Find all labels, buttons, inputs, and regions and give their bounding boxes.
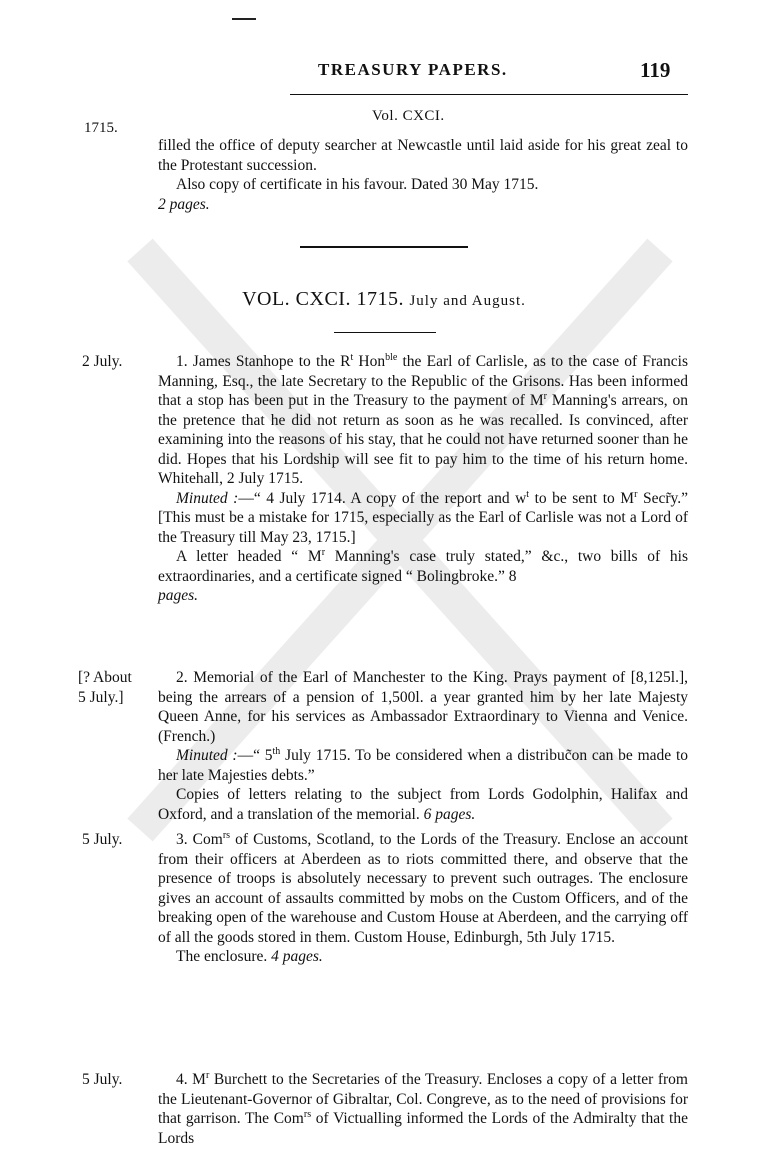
extra-paragraph bbox=[158, 547, 688, 586]
superscript: t bbox=[526, 488, 530, 500]
text-run: 3. Com bbox=[176, 831, 223, 848]
entry-date: 2 July. bbox=[82, 353, 123, 370]
entry-date: 5 July. bbox=[82, 1071, 123, 1088]
extra-paragraph bbox=[158, 947, 688, 967]
entry-paragraph: 2. Memorial of the Earl of Manchester to the King. Prays payment of [8,125l.], being the arrears of a pension of 1,500l. a year granted him by her late Majesty Queen Anne, for his services as Ambassador Extraordinary to Vienna and Venice. (French.) bbox=[158, 669, 688, 745]
text-run: Copies of letters relating to the subject from Lords Godolphin, Halifax and Oxford, and a translation of the memorial. bbox=[158, 786, 688, 823]
sidehead-vol: Vol. bbox=[372, 108, 403, 124]
superscript: r bbox=[205, 1069, 210, 1081]
text-run: of Victualling informed the Lords of the Admiralty that the Lords bbox=[158, 1110, 688, 1147]
text-run: A letter headed “ M bbox=[176, 548, 322, 565]
superscript: r bbox=[543, 390, 547, 402]
sidehead-number: CXCI. bbox=[402, 108, 445, 124]
text-run: July 1715. To be considered when a distribuc̃on can be made to her late Majesties debts.” bbox=[158, 747, 688, 784]
running-title: TREASURY PAPERS. bbox=[318, 60, 508, 79]
entry-text bbox=[158, 1070, 688, 1148]
date-line: [? About bbox=[78, 669, 132, 686]
text-run: of Customs, Scotland, to the Lords of the Treasury. Enclose an account from their officers at Aberdeen as to riots committed there, and observe that the presence of troops is absolutely necessary to prevent such outrages. The enclosure gives an account of assaults committed by mobs on the Custom Officers, and of the breaking open of the warehouse and Custom House at Aberdeen, and the carrying off of all the goods stored in them. Custom House, Edinburgh, 5th July 1715. bbox=[158, 831, 689, 946]
superscript: rs bbox=[222, 829, 231, 841]
entry-text bbox=[158, 352, 688, 606]
volume-sidehead bbox=[372, 108, 445, 125]
superscript: th bbox=[272, 745, 281, 757]
superscript: t bbox=[350, 351, 354, 363]
text-run: —“ 5 bbox=[237, 747, 273, 764]
entry-paragraph bbox=[158, 1070, 688, 1148]
pages-count: 4 pages. bbox=[271, 948, 323, 965]
minuted-paragraph bbox=[158, 489, 688, 548]
superscript: r bbox=[634, 488, 638, 500]
continued-copy bbox=[158, 175, 688, 195]
minuted-label: Minuted : bbox=[176, 747, 238, 764]
continued-entry bbox=[158, 136, 688, 214]
entry-paragraph bbox=[158, 352, 688, 489]
section-rule-bottom bbox=[334, 332, 436, 333]
superscript: r bbox=[321, 546, 326, 558]
entry-date: 5 July. bbox=[82, 831, 123, 848]
copy-text: Also copy of certificate in his favour. Dated 30 May 1715. bbox=[176, 176, 539, 193]
page-number: 119 bbox=[640, 58, 671, 82]
volume-months: July and August. bbox=[409, 293, 526, 309]
superscript: rs bbox=[303, 1108, 312, 1120]
header-rule bbox=[290, 94, 688, 95]
text-run: Burchett to the Secretaries of the Treasury. Encloses a copy of a letter from the Lieutenant-Governor of Gibraltar, Col. Congreve, as to the need of provisions for that garrison. The Com bbox=[158, 1071, 688, 1127]
text-run: Manning's arrears, on the pretence that he did not return as soon as he was recalled. Is convinced, after examining into the reasons of his stay, that he could not have returned sooner than he did. Hopes that his Lordship will see fit to pay him to the time of his return home. Whitehall, 2 July 1715. bbox=[158, 392, 688, 487]
continued-text: filled the office of deputy searcher at Newcastle until laid aside for his great zeal to the Protestant succession. bbox=[158, 137, 688, 174]
extra-paragraph bbox=[158, 785, 688, 824]
top-dash-mark bbox=[232, 18, 256, 20]
text-run: —“ 4 July 1714. A copy of the report and w bbox=[238, 489, 527, 507]
text-run: Hon bbox=[353, 353, 386, 370]
pages-count: 6 pages. bbox=[423, 805, 476, 823]
minuted-label: Minuted : bbox=[176, 489, 239, 507]
text-run: Manning's case truly stated,” &c., two bills of his extraordinaries, and a certificate signed “ Bolingbroke.” 8 bbox=[158, 548, 688, 585]
entry-text bbox=[158, 668, 688, 824]
text-run: to be sent to M bbox=[529, 489, 635, 507]
text-run: 4. M bbox=[176, 1071, 206, 1088]
superscript: ble bbox=[385, 351, 398, 363]
minuted-paragraph bbox=[158, 746, 688, 785]
entry-text bbox=[158, 830, 688, 967]
volume-title: VOL. CXCI. 1715. bbox=[242, 288, 410, 310]
margin-year: 1715. bbox=[84, 120, 118, 136]
pages-count: pages. bbox=[158, 587, 199, 604]
text-run: 1. James Stanhope to the R bbox=[176, 353, 351, 370]
text-run: The enclosure. bbox=[176, 948, 268, 965]
continued-pages: 2 pages. bbox=[158, 195, 210, 213]
entry-date bbox=[78, 668, 158, 707]
date-line: 5 July.] bbox=[78, 688, 124, 706]
section-rule-top bbox=[300, 246, 468, 248]
running-head bbox=[0, 60, 768, 86]
text-run: Secr̃y.” [This must be a mistake for 1715, especially as the Earl of Carlisle was not a Lord of the Treasury till May 23, 1715.] bbox=[158, 489, 688, 546]
text-run: the Earl of Carlisle, as to the case of Francis Manning, Esq., the late Secretary to the Republic of the Grisons. Has been informed that a stop has been put in the Treasury to the payment of M bbox=[158, 353, 688, 409]
entry-paragraph bbox=[158, 830, 688, 947]
volume-heading bbox=[0, 288, 768, 311]
